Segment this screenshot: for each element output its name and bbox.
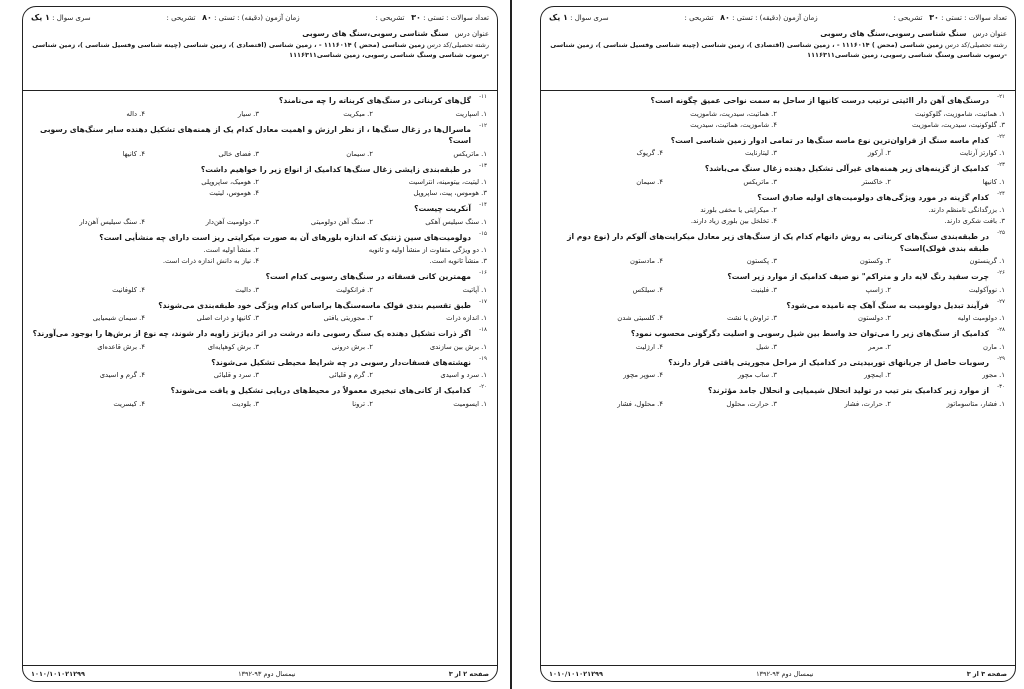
answer-option: ۲. ژاسپ bbox=[865, 285, 891, 294]
question-list bbox=[541, 91, 1015, 410]
answer-option: ۳. بافت شکری دارند. bbox=[944, 217, 1005, 225]
answer-options bbox=[31, 399, 487, 410]
answer-option: ۴. برش قاعده‌ای bbox=[97, 342, 145, 351]
answer-option: ۴. نیاز به دانش اندازه ذرات است. bbox=[162, 257, 259, 265]
answer-option: ۲. منشأ اولیه است. bbox=[203, 246, 259, 254]
answer-option: ۴. سوپر مچور bbox=[623, 371, 663, 379]
exam-header bbox=[23, 7, 497, 91]
exam-page-2 bbox=[22, 6, 498, 682]
answer-options bbox=[31, 149, 487, 160]
header-counts-row bbox=[31, 13, 489, 23]
answer-option: ۲. فرانکولیت bbox=[336, 285, 373, 294]
question-text bbox=[31, 300, 487, 312]
question-text bbox=[31, 385, 487, 397]
answer-option: ۳. کانیها و ذرات اصلی bbox=[196, 314, 259, 322]
question-item bbox=[549, 135, 1005, 160]
question-count: تعداد سوالات : تستی : ۳۰ تشریحی : bbox=[375, 13, 489, 22]
question-body: گل‌های کربناتی در سنگ‌های کربناته را چه می‌نامند؟ bbox=[278, 96, 471, 105]
question-body: طبق تقسیم بندی فولک ماسه‌سنگ‌ها براساس کدام ویژگی خود طبقه‌بندی می‌شوند؟ bbox=[158, 300, 471, 310]
answer-option: ۱. سنگ سیلیس آهکی bbox=[425, 217, 487, 226]
question-number: ۲۴- bbox=[997, 190, 1005, 197]
header-counts-row bbox=[549, 13, 1007, 23]
course-title: عنوان درس سنگ شناسی رسوبی،سنگ های رسوبی bbox=[302, 29, 489, 38]
question-item bbox=[31, 328, 487, 353]
answer-option: ۳. لیتارنایت bbox=[744, 149, 777, 157]
question-text bbox=[31, 95, 487, 107]
answer-options bbox=[549, 399, 1005, 410]
answer-options bbox=[31, 313, 487, 324]
answer-option: ۱. دولومیت اولیه bbox=[957, 314, 1005, 322]
question-text bbox=[31, 124, 487, 147]
course-major: رشته تحصیلی/کد درس زمین شناسی (محض ) ۱۱۱۶۰۱۴ - ، زمین شناسی (اقتصادی )، زمین شناسی (چینه شناسی وفسیل شناسی )، زمین شناسی -رسوب شناسی وسنگ شناسی رسوبی، زمین شناسی۱۱۱۶۳۱۱ bbox=[550, 41, 1007, 59]
answer-option: ۱. ایسومیت bbox=[453, 399, 487, 408]
answer-options bbox=[549, 342, 1005, 353]
answer-option: ۱. مارن bbox=[983, 342, 1005, 351]
answer-options bbox=[549, 148, 1005, 159]
question-text bbox=[31, 357, 487, 369]
answer-option: ۴. گریوک bbox=[636, 149, 663, 157]
answer-option: ۳. سرد و قلیائی bbox=[213, 371, 259, 379]
page-footer bbox=[23, 665, 497, 681]
answer-option: ۴. شاموزیت، هماتیت، سیدریت bbox=[690, 120, 777, 129]
answer-option: ۳. سیار bbox=[237, 109, 259, 118]
question-text bbox=[549, 135, 1005, 147]
answer-option: ۱. لیتیت، بیتومینه، انتراسیت bbox=[408, 178, 487, 186]
question-series: سری سوال : ۱ یک bbox=[31, 13, 91, 22]
question-text bbox=[31, 232, 487, 244]
answer-option: ۲. مجوریتی یافتی bbox=[323, 314, 373, 322]
question-item bbox=[31, 232, 487, 268]
answer-option: ۳. برش کوهپایه‌ای bbox=[207, 342, 259, 351]
answer-option: ۱. گرینستون bbox=[969, 257, 1005, 265]
answer-options bbox=[31, 370, 487, 381]
question-text bbox=[549, 192, 1005, 204]
answer-options bbox=[549, 205, 1005, 227]
course-title: عنوان درس سنگ شناسی رسوبی،سنگ های رسوبی bbox=[820, 29, 1007, 38]
question-number: ۲۱- bbox=[997, 94, 1005, 100]
answer-option: ۱. هماتیت، شاموزیت، گلوکونیت bbox=[914, 109, 1005, 118]
answer-option: ۲. برش درونی bbox=[331, 342, 373, 351]
answer-option: ۴. کانیها bbox=[122, 149, 145, 158]
answer-option: ۳. پکستون bbox=[746, 257, 777, 265]
question-text bbox=[549, 271, 1005, 283]
question-number: ۲۹- bbox=[997, 355, 1005, 362]
question-text bbox=[549, 300, 1005, 312]
answer-option: ۳. بلودیت bbox=[231, 399, 259, 408]
question-body: نهشته‌های فسفات‌دار رسوبی در چه شرایط محیطی تشکیل می‌شوند؟ bbox=[211, 357, 471, 367]
question-item bbox=[549, 231, 1005, 267]
question-body: فرآیند تبدیل دولومیت به سنگ آهک چه نامیده می‌شود؟ bbox=[786, 300, 989, 310]
answer-options bbox=[31, 217, 487, 228]
answer-options bbox=[31, 245, 487, 267]
exam-code: ۱۰۱۰/۱۰۱۰۲۱۲۹۹ bbox=[31, 669, 85, 678]
answer-options bbox=[549, 177, 1005, 188]
question-body: کدامیک از کانی‌های تبخیری معمولاً در محیط‌های دریایی تشکیل و یافت می‌شوند؟ bbox=[170, 386, 471, 395]
answer-options bbox=[31, 177, 487, 199]
answer-option: ۱. سرد و اسیدی bbox=[440, 371, 487, 379]
question-number: ۱۱- bbox=[479, 94, 487, 100]
answer-options bbox=[549, 109, 1005, 131]
question-item bbox=[549, 328, 1005, 353]
question-item bbox=[31, 164, 487, 200]
question-body: اگر ذرات تشکیل دهنده یک سنگ رسوبی دانه درشت در اثر دیاژنز زاویه دار شوند، چه نوع از برش‌ها را بوجود می‌آورند؟ bbox=[32, 329, 471, 338]
answer-option: ۴. کیسریت bbox=[113, 399, 145, 408]
semester-label: نیمسال دوم ۹۳-۱۳۹۲ bbox=[238, 669, 296, 678]
answer-option: ۲. ترونا bbox=[352, 399, 373, 408]
course-major: رشته تحصیلی/کد درس زمین شناسی (محض ) ۱۱۱۶۰۱۴ - ، زمین شناسی (اقتصادی )، زمین شناسی (چینه شناسی وفسیل شناسی )، زمین شناسی -رسوب شناسی وسنگ شناسی رسوبی، زمین شناسی۱۱۱۶۳۱۱ bbox=[32, 41, 489, 59]
exam-time: زمان آزمون (دقیقه) : تستی : ۸۰ تشریحی : bbox=[166, 13, 300, 22]
answer-option: ۳. دالیت bbox=[235, 285, 259, 294]
question-number: ۱۸- bbox=[479, 327, 487, 333]
question-count: تعداد سوالات : تستی : ۳۰ تشریحی : bbox=[893, 13, 1007, 22]
answer-option: ۱. اندازه ذرات bbox=[446, 314, 487, 322]
question-number: ۲۳- bbox=[997, 162, 1005, 168]
question-body: در طبقه‌بندی سنگ‌های کربناتی به روش دانهام کدام یک از سنگ‌های زیر معادل میکرایت‌های آلوکم دار (نوع دوم از طبقه بندی فولک)است؟ bbox=[567, 232, 989, 253]
exam-code: ۱۰۱۰/۱۰۱۰۲۱۲۹۹ bbox=[549, 669, 603, 678]
question-body: چرت سفید رنگ لایه دار و متراکم" نو صیف کدامیک از موارد زیر است؟ bbox=[727, 272, 989, 281]
question-text bbox=[31, 328, 487, 340]
question-item bbox=[549, 95, 1005, 131]
question-body: از موارد زیر کدامیک بتر تیب در تولید انحلال شیمیایی و انحلال جامد مؤثرند؟ bbox=[707, 386, 989, 395]
answer-option: ۱. کوارتز آرنایت bbox=[959, 149, 1005, 157]
answer-option: ۱. ماتریکس bbox=[453, 149, 487, 158]
answer-options bbox=[31, 342, 487, 353]
question-body: کدامیک از گزینه‌های زیر همنه‌های غیرآلی تشکیل دهنده زغال سنگ می‌باشد؟ bbox=[704, 164, 989, 173]
question-item bbox=[31, 385, 487, 410]
answer-option: ۲. هومیک، ساپروپلی bbox=[201, 178, 259, 186]
question-body: دولومیت‌های سین ژنتیک که اندازه بلورهای آن به صورت میکرایتی ریز است دارای چه منشأیی است؟ bbox=[99, 232, 471, 242]
question-number: ۱۲- bbox=[479, 122, 487, 129]
answer-option: ۳. شیل bbox=[756, 342, 777, 351]
question-body: ماسرال‌ها در زغال سنگ‌ها ، از نظر ارزش و اهمیت معادل کدام یک از همنه‌های تشکیل دهنده سایر سنگ‌های رسوبی است؟ bbox=[40, 124, 471, 145]
answer-option: ۳. ساب مچور bbox=[737, 371, 777, 379]
question-number: ۲۶- bbox=[997, 270, 1005, 276]
answer-option: ۲. سنگ آهن دولومیتی bbox=[310, 217, 373, 226]
question-item bbox=[31, 95, 487, 120]
answer-option: ۱. اسپاریت bbox=[455, 109, 487, 118]
answer-option: ۳. هوموس، پیت، ساپروپل bbox=[413, 189, 487, 197]
question-number: ۲۸- bbox=[997, 327, 1005, 333]
answer-option: ۲. میکریت bbox=[343, 109, 373, 118]
question-body: مهمترین کانی فسفاته در سنگ‌های رسوبی کدام است؟ bbox=[265, 272, 471, 281]
question-text bbox=[31, 164, 487, 176]
answer-option: ۱. نووآکولیت bbox=[968, 285, 1005, 294]
question-list bbox=[23, 91, 497, 410]
question-item bbox=[31, 300, 487, 325]
question-text bbox=[549, 328, 1005, 340]
answer-options bbox=[549, 313, 1005, 324]
question-item bbox=[31, 124, 487, 160]
answer-option: ۱. فشار، متاسوماتوز bbox=[946, 399, 1005, 408]
answer-option: ۲. حرارت، فشار bbox=[844, 399, 891, 408]
question-item bbox=[31, 271, 487, 296]
answer-option: ۳. دولومیت آهن‌دار bbox=[205, 217, 259, 226]
answer-option: ۱. دو ویژگی متفاوت از منشأ اولیه و ثانویه bbox=[368, 246, 487, 254]
question-number: ۲۲- bbox=[997, 133, 1005, 140]
semester-label: نیمسال دوم ۹۳-۱۳۹۲ bbox=[756, 669, 814, 678]
exam-time: زمان آزمون (دقیقه) : تستی : ۸۰ تشریحی : bbox=[684, 13, 818, 22]
question-item bbox=[549, 300, 1005, 325]
answer-option: ۳. گلوکونیت، سیدریت، شاموزیت bbox=[912, 120, 1005, 129]
answer-option: ۴. سنگ سیلیس آهن‌دار bbox=[79, 217, 145, 226]
question-number: ۱۳- bbox=[479, 162, 487, 169]
answer-options bbox=[31, 109, 487, 120]
answer-options bbox=[549, 370, 1005, 381]
question-body: کدامیک از سنگ‌های زیر را می‌توان حد واسط بین شیل رسوبی و اسلیت دگرگونی محسوب نمود؟ bbox=[630, 329, 989, 338]
question-body: کدام گزینه در مورد ویژگی‌های دولومیت‌های اولیه صادق است؟ bbox=[757, 192, 989, 202]
answer-option: ۲. هماتیت، سیدریت، شاموزیت bbox=[690, 109, 777, 118]
answer-option: ۱. برش بین سازندی bbox=[429, 342, 487, 351]
question-series: سری سوال : ۱ یک bbox=[549, 13, 609, 22]
page-divider bbox=[510, 0, 512, 689]
question-text bbox=[549, 385, 1005, 397]
question-item bbox=[549, 192, 1005, 228]
question-body: کدام ماسه سنگ از فراوان‌ترین نوع ماسه سنگ‌ها در تمامی ادوار زمین شناسی است؟ bbox=[670, 135, 989, 145]
answer-option: ۲. دولستون bbox=[858, 314, 891, 322]
answer-option: ۱. مجور bbox=[982, 371, 1005, 379]
exam-page-3 bbox=[540, 6, 1016, 682]
question-body: آنکریت چیست؟ bbox=[414, 204, 471, 213]
answer-option: ۲. میکرایتی یا مخفی بلورند bbox=[700, 206, 777, 214]
answer-option: ۱. آپاتیت bbox=[462, 285, 487, 294]
answer-option: ۲. آرکوز bbox=[867, 149, 891, 157]
question-number: ۲۷- bbox=[997, 298, 1005, 305]
answer-option: ۴. سیمان bbox=[636, 177, 663, 186]
page-number: صفحه ۳ از ۳ bbox=[966, 669, 1007, 678]
answer-option: ۴. مادستون bbox=[630, 257, 663, 265]
answer-options bbox=[549, 256, 1005, 267]
question-number: ۲۵- bbox=[997, 230, 1005, 236]
answer-option: ۱. بزرگدانگی نامنظم دارند. bbox=[928, 206, 1005, 214]
answer-option: ۴. کلوفانیت bbox=[112, 285, 145, 294]
question-number: ۱۶- bbox=[479, 270, 487, 276]
question-number: ۳۰- bbox=[997, 384, 1005, 390]
exam-header bbox=[541, 7, 1015, 91]
page-number: صفحه ۲ از ۳ bbox=[448, 669, 489, 678]
question-item bbox=[31, 203, 487, 228]
answer-option: ۴. کلسیتی شدن bbox=[617, 314, 663, 322]
question-text bbox=[31, 271, 487, 283]
question-text bbox=[549, 357, 1005, 369]
question-text bbox=[31, 203, 487, 215]
answer-option: ۴. هوموس، لیتیت bbox=[209, 189, 259, 197]
answer-option: ۲. وکستون bbox=[859, 257, 891, 265]
question-text bbox=[549, 163, 1005, 175]
answer-option: ۴. سیلکس bbox=[632, 285, 663, 294]
answer-option: ۳. فلینیت bbox=[750, 285, 777, 294]
question-body: در طبقه‌بندی زایشی زغال سنگ‌ها کدامیک از انواع زیر را خواهیم داشت؟ bbox=[200, 164, 471, 174]
answer-option: ۲. خاکستر bbox=[861, 177, 891, 186]
page-footer bbox=[541, 665, 1015, 681]
question-number: ۱۴- bbox=[479, 202, 487, 208]
question-number: ۱۵- bbox=[479, 230, 487, 237]
question-number: ۱۹- bbox=[479, 355, 487, 362]
question-text bbox=[549, 231, 1005, 254]
answer-option: ۴. محلول، فشار bbox=[617, 399, 663, 408]
answer-option: ۴. ارژلیت bbox=[635, 342, 663, 351]
answer-option: ۴. تخلخل بین بلوری زیاد دارند. bbox=[690, 217, 777, 225]
answer-option: ۴. سیمان شیمیایی bbox=[92, 314, 145, 322]
question-body: درسنگ‌های آهن دار اائیتی ترتیب درست کانیها از ساحل به سمت نواحی عمیق چگونه است؟ bbox=[650, 96, 989, 105]
question-item bbox=[549, 163, 1005, 188]
question-item bbox=[549, 385, 1005, 410]
answer-option: ۱. کانیها bbox=[982, 177, 1005, 186]
answer-options bbox=[31, 285, 487, 296]
answer-option: ۳. حرارت، محلول bbox=[726, 399, 777, 408]
answer-option: ۲. ایمچور bbox=[864, 371, 891, 379]
question-body: رسوبات حاصل از جریانهای توربیدیتی در کدامیک از مراحل مجوریتی یافتی قرار دارند؟ bbox=[668, 357, 989, 367]
answer-option: ۲. سیمان bbox=[346, 149, 373, 158]
answer-option: ۴. داله bbox=[126, 109, 145, 118]
answer-options bbox=[549, 285, 1005, 296]
question-item bbox=[549, 357, 1005, 382]
answer-option: ۳. تراوش یا نشت bbox=[727, 314, 777, 322]
question-number: ۲۰- bbox=[479, 384, 487, 390]
answer-option: ۳. منشأ ثانویه است. bbox=[429, 257, 487, 265]
answer-option: ۲. مرمر bbox=[868, 342, 891, 351]
question-text bbox=[549, 95, 1005, 107]
answer-option: ۲. گرم و قلیائی bbox=[329, 371, 373, 379]
question-item bbox=[31, 357, 487, 382]
question-item bbox=[549, 271, 1005, 296]
answer-option: ۴. گرم و اسیدی bbox=[99, 371, 145, 379]
question-number: ۱۷- bbox=[479, 298, 487, 305]
answer-option: ۳. فضای خالی bbox=[218, 149, 259, 158]
answer-option: ۳. ماتریکس bbox=[743, 177, 777, 186]
